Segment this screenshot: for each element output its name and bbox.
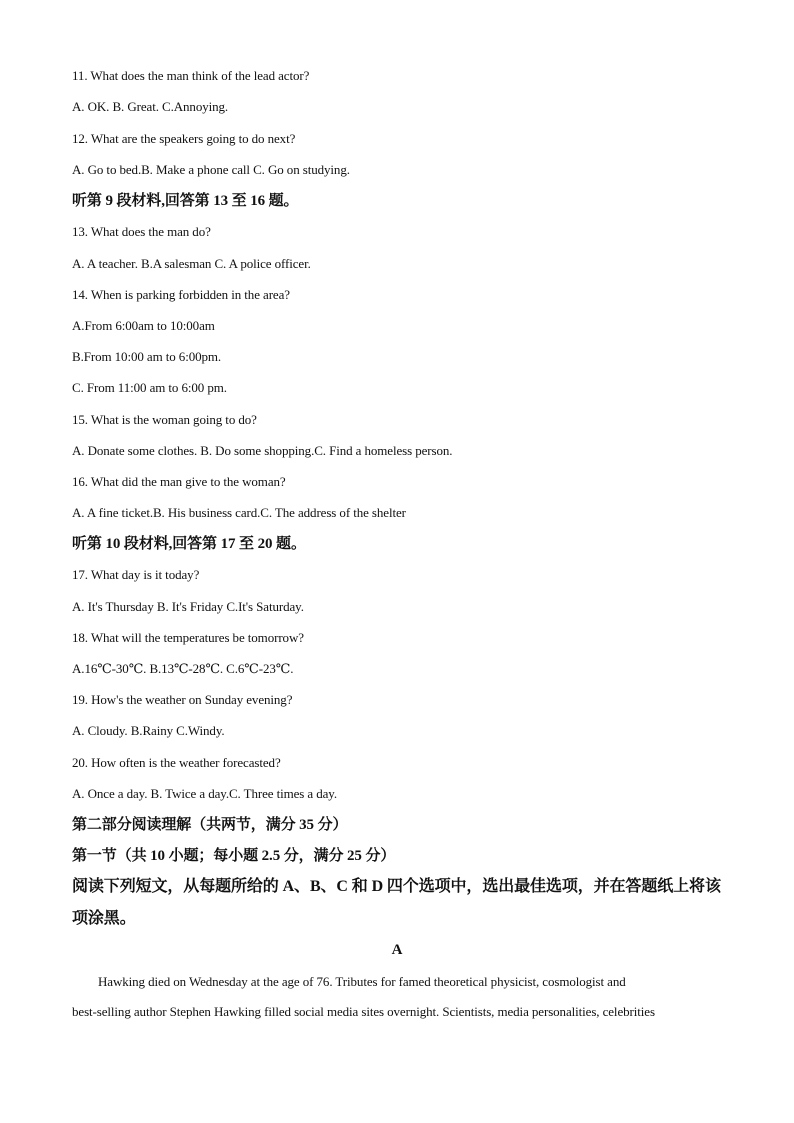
question-12-options: A. Go to bed.B. Make a phone call C. Go on studying.	[72, 162, 350, 177]
question-19: 19. How's the weather on Sunday evening?	[72, 692, 293, 707]
section-heading-9: 听第 9 段材料,回答第 13 至 16 题。	[72, 193, 299, 209]
question-14: 14. When is parking forbidden in the area?	[72, 287, 290, 302]
section-heading-10: 听第 10 段材料,回答第 17 至 20 题。	[72, 536, 306, 552]
part-two-heading: 第二部分阅读理解（共两节，满分 35 分）	[72, 817, 348, 833]
question-12: 12. What are the speakers going to do next?	[72, 131, 296, 146]
question-14-option-b: B.From 10:00 am to 6:00pm.	[72, 349, 222, 364]
question-18: 18. What will the temperatures be tomorrow?	[72, 630, 304, 645]
instructions-line-2: 项涂黑。	[72, 910, 136, 927]
question-17: 17. What day is it today?	[72, 567, 200, 582]
question-20-options: A. Once a day. B. Twice a day.C. Three times a day.	[72, 786, 337, 801]
question-15: 15. What is the woman going to do?	[72, 412, 257, 427]
question-13: 13. What does the man do?	[72, 224, 211, 239]
question-20: 20. How often is the weather forecasted?	[72, 755, 281, 770]
question-14-option-a: A.From 6:00am to 10:00am	[72, 318, 215, 333]
question-18-options: A.16℃-30℃. B.13℃-28℃. C.6℃-23℃.	[72, 661, 294, 676]
question-17-options: A. It's Thursday B. It's Friday C.It's Saturday.	[72, 599, 304, 614]
question-11: 11. What does the man think of the lead actor?	[72, 68, 310, 83]
question-16: 16. What did the man give to the woman?	[72, 474, 286, 489]
question-19-options: A. Cloudy. B.Rainy C.Windy.	[72, 723, 225, 738]
question-14-option-c: C. From 11:00 am to 6:00 pm.	[72, 380, 227, 395]
passage-paragraph-line-2: best-selling author Stephen Hawking filled social media sites overnight. Scientists, media personalities, celebrities	[72, 1004, 655, 1019]
question-13-options: A. A teacher. B.A salesman C. A police officer.	[72, 256, 311, 271]
question-15-options: A. Donate some clothes. B. Do some shopping.C. Find a homeless person.	[72, 443, 453, 458]
section-one-heading: 第一节（共 10 小题；每小题 2.5 分，满分 25 分）	[72, 848, 396, 864]
question-11-options: A. OK. B. Great. C.Annoying.	[72, 99, 229, 114]
instructions-line-1: 阅读下列短文，从每题所给的 A、B、C 和 D 四个选项中，选出最佳选项，并在答题纸上将该	[72, 878, 721, 895]
passage-paragraph-line-1: Hawking died on Wednesday at the age of 76. Tributes for famed theoretical physicist, cosmologist and	[98, 974, 626, 989]
question-16-options: A. A fine ticket.B. His business card.C. The address of the shelter	[72, 505, 406, 520]
passage-title: A	[391, 942, 403, 958]
